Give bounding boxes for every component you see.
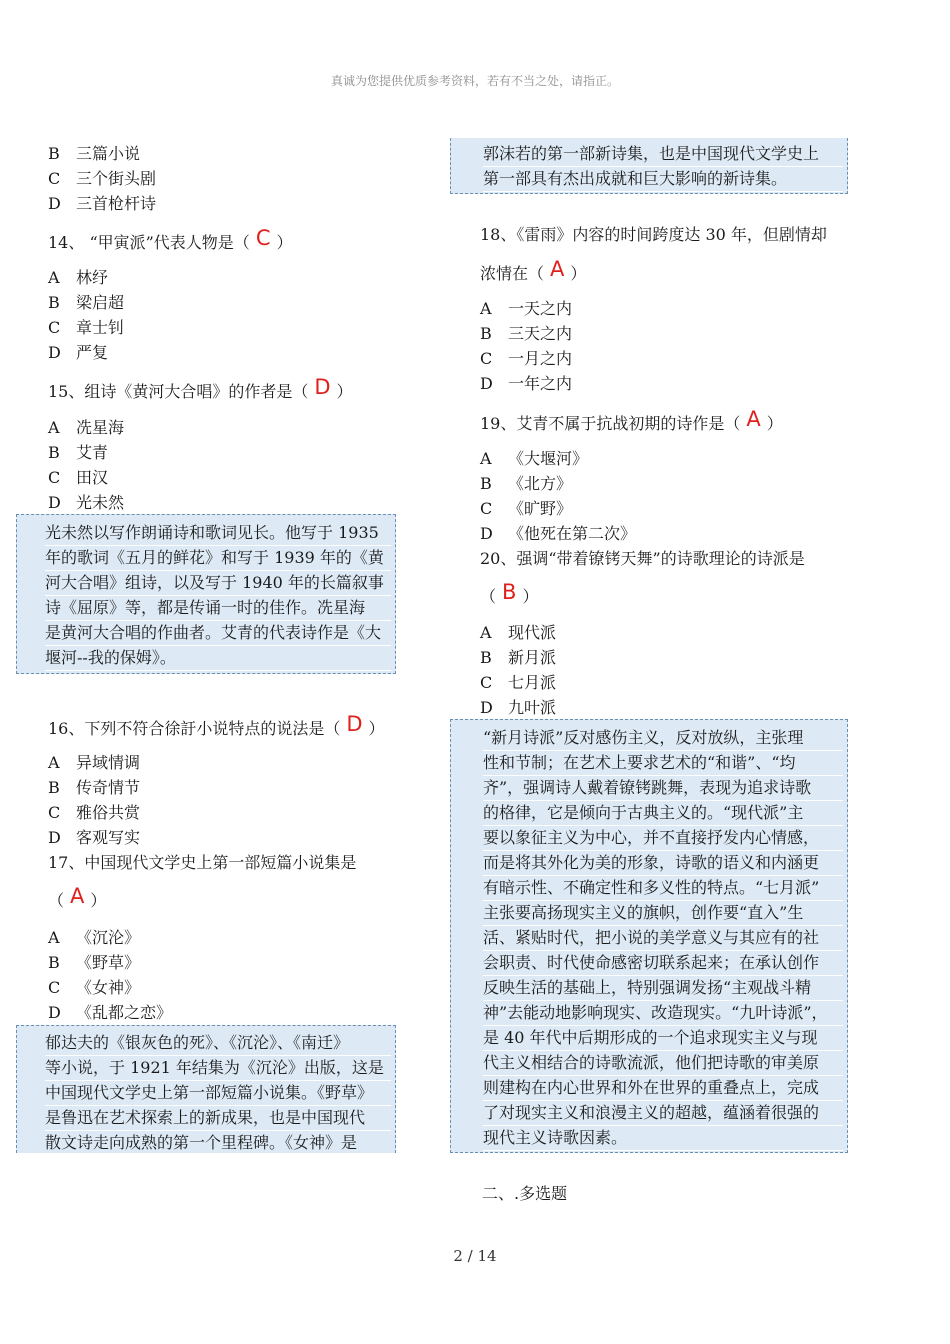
note-line: 光未然以写作朗诵诗和歌词见长。他写于 1935 xyxy=(45,523,379,542)
q20-question: 20、强调“带着镣铐天舞”的诗歌理论的诗派是 xyxy=(480,549,805,568)
q18-answer-line: 浓情在（ A ） xyxy=(480,257,587,283)
note-line: 郭沫若的第一部新诗集，也是中国现代文学史上 xyxy=(483,144,820,163)
note-line: 现代主义诗歌因素。 xyxy=(483,1128,628,1147)
q16-question: 16、下列不符合徐訏小说特点的说法是（ D ） xyxy=(48,712,385,738)
note-line: 中国现代文学史上第一部短篇小说集。《野草》 xyxy=(45,1083,374,1102)
q17-option-b: B 《野草》 xyxy=(48,953,141,972)
q19-option-c: C 《旷野》 xyxy=(480,499,573,518)
q14-question: 14、 “甲寅派”代表人物是（ C ） xyxy=(48,226,293,252)
note-line: 齐”，强调诗人戴着镣铐跳舞，表现为追求诗歌 xyxy=(483,778,812,797)
q17-explanation-note-continued xyxy=(450,138,848,194)
note-line: 堰河--我的保姆》。 xyxy=(45,648,176,667)
note-line: 散文诗走向成熟的第一个里程碑。《女神》是 xyxy=(45,1133,358,1152)
q15-question: 15、组诗《黄河大合唱》的作者是（ D ） xyxy=(48,375,353,401)
page-header-disclaimer: 真诚为您提供优质参考资料，若有不当之处，请指正。 xyxy=(330,74,619,88)
q18-option-a: A 一天之内 xyxy=(480,299,573,318)
q19-option-b: B 《北方》 xyxy=(480,474,573,493)
q17-option-d: D 《乱都之恋》 xyxy=(48,1003,173,1022)
note-line: 则建构在内心世界和外在世界的重叠点上，完成 xyxy=(483,1078,820,1097)
q13-option-d: D 三首枪杆诗 xyxy=(48,194,157,213)
note-line: 是鲁迅在艺术探索上的新成果，也是中国现代 xyxy=(45,1108,366,1127)
q13-option-c: C 三个街头剧 xyxy=(48,169,157,188)
note-line: 诗《屈原》等，都是传诵一时的佳作。冼星海 xyxy=(45,598,366,617)
note-line: 反映生活的基础上，特别强调发扬“主观战斗精 xyxy=(483,978,812,997)
q17-option-a: A 《沉沦》 xyxy=(48,928,141,947)
note-line: 活、紧贴时代，把小说的美学意义与其应有的社 xyxy=(483,928,820,947)
q18-answer: A xyxy=(550,257,565,281)
q20-answer: B xyxy=(502,580,517,604)
q18-option-d: D 一年之内 xyxy=(480,374,573,393)
note-line: 代主义相结合的诗歌流派，他们把诗歌的审美原 xyxy=(483,1053,820,1072)
note-line: 等小说，于 1921 年结集为《沉沦》出版，这是 xyxy=(45,1058,384,1077)
note-line: 会职责、时代使命感密切联系起来；在承认创作 xyxy=(483,953,820,972)
q15-explanation-note xyxy=(16,514,396,674)
q16-option-a: A 异域情调 xyxy=(48,753,141,772)
q19-answer: A xyxy=(746,407,761,431)
q15-option-c: C 田汉 xyxy=(48,468,109,487)
q20-option-d: D 九叶派 xyxy=(480,698,557,717)
q14-option-c: C 章士钊 xyxy=(48,318,125,337)
q16-option-d: D 客观写实 xyxy=(48,828,141,847)
q15-option-b: B 艾青 xyxy=(48,443,109,462)
q17-answer-line: （ A ） xyxy=(48,884,107,910)
q20-answer-line: （ B ） xyxy=(480,580,539,606)
note-line: 郁达夫的《银灰色的死》、《沉沦》、《南迁》 xyxy=(45,1033,350,1052)
q17-question: 17、中国现代文学史上第一部短篇小说集是 xyxy=(48,853,357,872)
section-title-multiple-choice: 二、.多选题 xyxy=(482,1184,568,1203)
q18-option-c: C 一月之内 xyxy=(480,349,573,368)
q19-question: 19、艾青不属于抗战初期的诗作是（ A ） xyxy=(480,407,783,433)
q17-option-c: C 《女神》 xyxy=(48,978,141,997)
q13-option-b: B 三篇小说 xyxy=(48,144,141,163)
q19-option-d: D 《他死在第二次》 xyxy=(480,524,637,543)
note-line: 有暗示性、不确定性和多义性的特点。“七月派” xyxy=(483,878,820,897)
note-line: 的格律，它是倾向于古典主义的。“现代派”主 xyxy=(483,803,804,822)
q20-option-b: B 新月派 xyxy=(480,648,557,667)
q18-option-b: B 三天之内 xyxy=(480,324,573,343)
note-line: 了对现实主义和浪漫主义的超越，蕴涵着很强的 xyxy=(483,1103,820,1122)
q18-question: 18、《雷雨》内容的时间跨度达 30 年，但剧情却 xyxy=(480,225,827,244)
q14-option-b: B 梁启超 xyxy=(48,293,125,312)
note-line: 要以象征主义为中心，并不直接抒发内心情感， xyxy=(483,828,820,847)
q16-option-c: C 雅俗共赏 xyxy=(48,803,141,822)
q15-answer: D xyxy=(314,375,331,399)
q17-explanation-note xyxy=(16,1025,396,1153)
note-line: 是黄河大合唱的作曲者。艾青的代表诗作是《大 xyxy=(45,623,382,642)
q20-explanation-note xyxy=(450,719,848,1153)
note-line: “新月诗派”反对感伤主义，反对放纵，主张理 xyxy=(483,728,804,747)
note-line: 年的歌词《五月的鲜花》和写于 1939 年的《黄 xyxy=(45,548,384,567)
note-line: 河大合唱》组诗，以及写于 1940 年的长篇叙事 xyxy=(45,573,384,592)
page-number: 2 / 14 xyxy=(453,1247,497,1265)
q17-answer: A xyxy=(70,884,85,908)
note-line: 第一部具有杰出成就和巨大影响的新诗集。 xyxy=(483,169,788,188)
q14-answer: C xyxy=(255,226,271,250)
note-line: 神”去能动地影响现实、改造现实。“九叶诗派”， xyxy=(483,1003,828,1022)
note-line: 是 40 年代中后期形成的一个追求现实主义与现 xyxy=(483,1028,818,1047)
q16-option-b: B 传奇情节 xyxy=(48,778,141,797)
q19-option-a: A 《大堰河》 xyxy=(480,449,589,468)
q14-option-d: D 严复 xyxy=(48,343,109,362)
q14-option-a: A 林纾 xyxy=(48,268,109,287)
note-line: 主张要高扬现实主义的旗帜，创作要“直入”生 xyxy=(483,903,804,922)
q15-option-a: A 冼星海 xyxy=(48,418,125,437)
q20-option-a: A 现代派 xyxy=(480,623,557,642)
q20-option-c: C 七月派 xyxy=(480,673,557,692)
q16-answer: D xyxy=(346,712,363,736)
note-line: 性和节制；在艺术上要求艺术的“和谐”、“均 xyxy=(483,753,796,772)
note-line: 而是将其外化为美的形象，诗歌的语义和内涵更 xyxy=(483,853,820,872)
q15-option-d: D 光未然 xyxy=(48,493,125,512)
